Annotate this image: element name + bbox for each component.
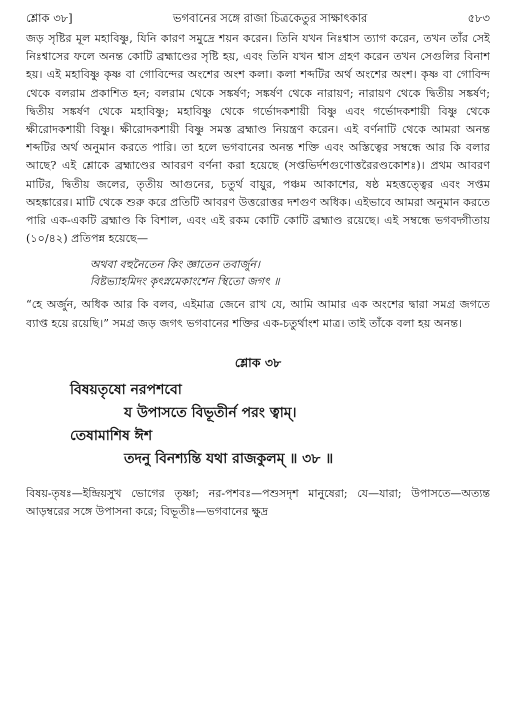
verse-reference: শ্লোক ৩৮] [26, 11, 73, 25]
gita-quote-line: অথবা বহুনৈতেন কিং জ্ঞাতেন তবার্জুন। [90, 258, 260, 272]
verse-line: য উপাসতে বিভূতীর্ন পরং ত্বাম্‌। [124, 404, 297, 421]
quote-translation: “হে অর্জুন, অধিক আর কি বলব, এইমাত্র জেনে রাখ যে, আমি আমার এক অংশের দ্বারা সমগ্র জগতে ব্যাপ্ত হয়ে রয়েছি।” সমগ্র জড় জগৎ ভগবানের শক্তির এক-চতুর্থাংশ মাত্র। তাই তাঁকে বলা হয় অনন্ত। [26, 298, 490, 330]
verse-line: তদনু বিনশ্যন্তি যথা রাজকুলম্‌ ॥ ৩৮ ॥ [124, 450, 334, 467]
gita-quote-line: বিষ্টভ্যাহমিদং কৃৎস্নমেকাংশেন স্থিতো জগৎ ॥ [90, 275, 280, 289]
verse-line: বিষয়তৃষো নরপশবো [70, 381, 182, 398]
word-synonyms: বিষয়-তৃষঃ—ইন্দ্রিয়সুখ ভোগের তৃষ্ণা; নর-পশবঃ—পশুসদৃশ মানুষেরা; যে—যারা; উপাসতে—অত্যন্ত আড়ম্বরের সঙ্গে উপাসনা করে; বিভূতীঃ—ভগবানের ক্ষুদ্র [26, 486, 490, 518]
page-number: ৫৮৩ [467, 11, 490, 25]
verse-heading: শ্লোক ৩৮ [234, 354, 282, 370]
gita-quote [90, 256, 490, 290]
chapter-title: ভগবানের সঙ্গে রাজা চিত্রকেতুর সাক্ষাৎকার [172, 11, 368, 25]
purport-paragraph: জড় সৃষ্টির মূল মহাবিষ্ণু, যিনি কারণ সমুদ্রে শয়ন করেন। তিনি যখন নিঃশ্বাস ত্যাগ করেন, তখন তাঁর সেই নিঃশ্বাসের ফলে অনন্ত কোটি ব্রহ্মাণ্ডের সৃষ্টি হয়, এবং তিনি যখন শ্বাস গ্রহণ করেন তখন সেগুলির বিনাশ হয়। এই মহাবিষ্ণু কৃষ্ণ বা গোবিন্দের অংশের অংশ কলা। কলা শব্দটির অর্থ অংশের অংশ। কৃষ্ণ বা গোবিন্দ থেকে বলরাম প্রকাশিত হন; বলরাম থেকে সঙ্কর্ষণ; সঙ্কর্ষণ থেকে নারায়ণ; নারায়ণ থেকে দ্বিতীয় সঙ্কর্ষণ; দ্বিতীয় সঙ্কর্ষণ থেকে মহাবিষ্ণু; মহাবিষ্ণু থেকে গর্ভোদকশায়ী বিষ্ণু এবং গর্ভোদকশায়ী বিষ্ণু থেকে ক্ষীরোদকশায়ী বিষ্ণু। ক্ষীরোদকশায়ী বিষ্ণু সমস্ত ব্রহ্মাণ্ড নিয়ন্ত্রণ করেন। এই বর্ণনাটি থেকে আমরা অনন্ত শব্দটির অর্থ অনুমান করতে পারি। তা হলে ভগবানের অনন্ত শক্তি এবং অস্তিত্বের সম্বন্ধে আর কি বলার আছে? এই শ্লোকে ব্রহ্মাণ্ডের আবরণ বর্ণনা করা হয়েছে (সপ্তভির্দশগুণোত্তরৈরণ্ডকোশঃ)। প্রথম আবরণ মাটির, দ্বিতীয় জলের, তৃতীয় আগুনের, চতুর্থ বায়ুর, পঞ্চম আকাশের, ষষ্ঠ মহত্তত্ত্বের এবং সপ্তম অহঙ্কারের। মাটি থেকে শুরু করে প্রতিটি আবরণ উত্তরোত্তর দশগুণ অধিক। এইভাবে আমরা অনুমান করতে পারি এক-একটি ব্রহ্মাণ্ড কি বিশাল, এবং এই রকম কোটি কোটি ব্রহ্মাণ্ড রয়েছে। এই সম্বন্ধে ভগবদ্গীতায় (১০/৪২) প্রতিপন্ন হয়েছে— [26, 32, 490, 246]
book-page [26, 10, 490, 715]
verse-line: তেষামাশিষ ঈশ [70, 427, 153, 444]
sanskrit-verse [26, 379, 490, 471]
page-header [26, 10, 490, 30]
